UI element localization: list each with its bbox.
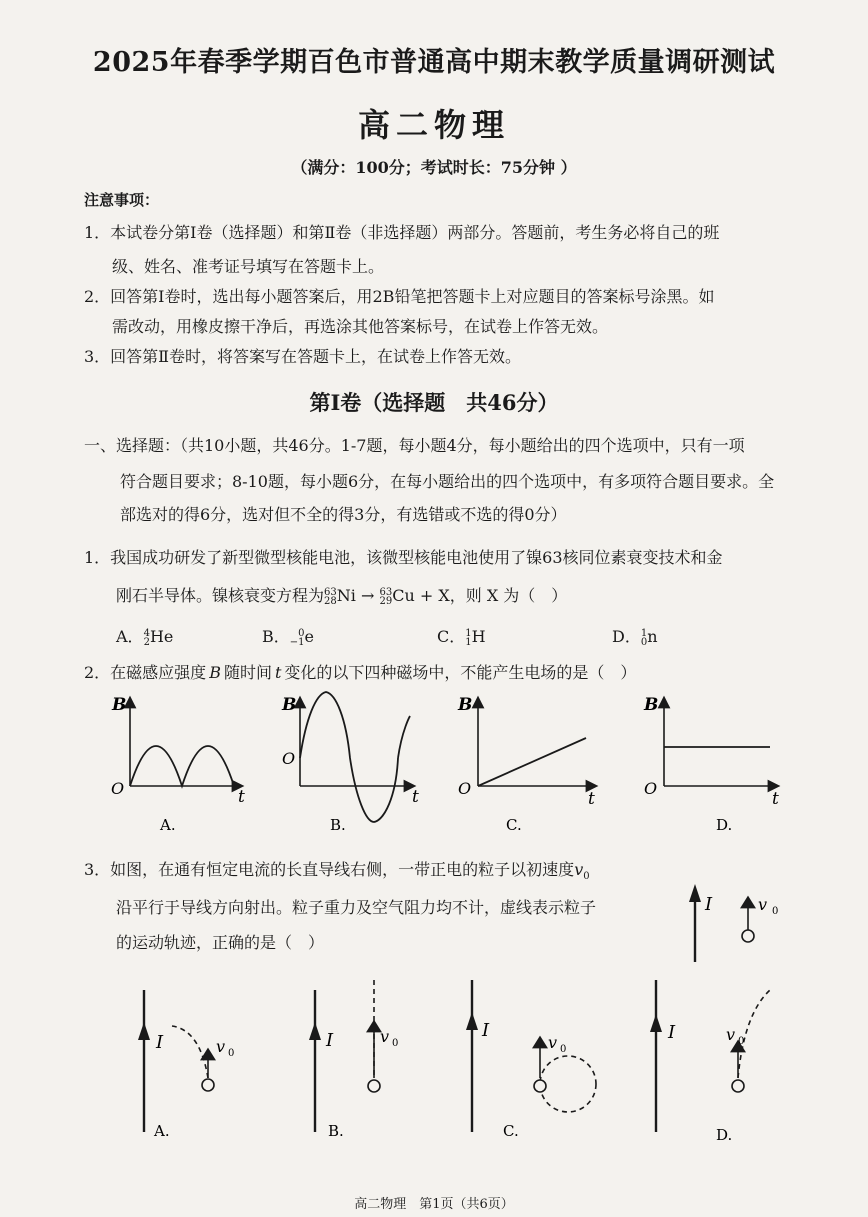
instructions-line-3: 部选对的得6分，选对但不全的得3分，有选错或不选的得0分）	[120, 505, 567, 524]
linear-line	[478, 738, 586, 786]
current-arrow-icon	[138, 1022, 150, 1040]
trajectory	[738, 990, 770, 1078]
origin-label: O	[111, 779, 125, 798]
axis-label-b: B	[282, 695, 297, 715]
curve-sine-2	[398, 716, 410, 758]
option-symbol: n	[647, 627, 658, 646]
option-label-a: A.	[154, 1122, 170, 1140]
option-label: C．	[437, 627, 466, 646]
cu-mass: 63	[379, 586, 393, 598]
q3-line-3: 的运动轨迹，正确的是（ ）	[116, 933, 325, 952]
option-z: 0	[640, 636, 648, 648]
option-z: 2	[143, 636, 150, 648]
ni-symbol: Ni	[336, 586, 356, 605]
graph-label-b: B.	[330, 816, 346, 834]
note-line-5: 3．回答第Ⅱ卷时，将答案写在答题卡上，在试卷上作答无效。	[84, 347, 522, 366]
velocity-label: v	[548, 1033, 558, 1052]
velocity-label: v	[758, 895, 768, 914]
current-label: I	[326, 1030, 334, 1051]
cu-z: 29	[379, 595, 393, 607]
graph-a[interactable]	[111, 695, 245, 834]
option-mass: 4	[143, 627, 150, 639]
q1-line-2	[116, 583, 567, 606]
option-symbol: H	[471, 627, 486, 646]
axis-label-t: t	[772, 789, 779, 809]
trajectory	[540, 1056, 596, 1112]
origin-label: O	[644, 779, 658, 798]
q2-stem-c: 变化的以下四种磁场中，不能产生电场的是（ ）	[284, 663, 637, 682]
q2-var-t: t	[274, 663, 282, 682]
axis-label-t: t	[412, 787, 419, 807]
graph-c[interactable]	[457, 695, 595, 834]
section-heading: 第Ⅰ卷（选择题 共46分）	[309, 390, 559, 415]
axis-label-t: t	[588, 789, 595, 809]
current-arrow-icon	[650, 1014, 662, 1032]
current-label: I	[482, 1020, 490, 1041]
notes-heading: 注意事项：	[84, 191, 160, 209]
q3-figures	[0, 850, 868, 1180]
graph-label-a: A.	[160, 816, 176, 834]
axis-label-t: t	[238, 787, 245, 807]
q2-stem-a: 2．在磁感应强度	[84, 663, 207, 682]
q3-option-c[interactable]	[466, 980, 596, 1140]
note-line-2: 级、姓名、准考证号填写在答题卡上。	[112, 257, 385, 276]
q3-text-1: 3．如图，在通有恒定电流的长直导线右侧，一带正电的粒子以初速度	[84, 860, 575, 879]
q3-v0-sub: 0	[583, 871, 590, 883]
q1-line-1: 1．我国成功研发了新型微型核能电池，该微型核能电池使用了镍63核同位素衰变技术和金	[84, 548, 723, 567]
q2-graphs	[0, 690, 868, 840]
option-z: −1	[289, 636, 305, 648]
axis-label-b: B	[458, 695, 473, 715]
q2-stem	[84, 660, 636, 683]
particle	[742, 930, 754, 942]
q3-line-2: 沿平行于导线方向射出。粒子重力及空气阻力均不计，虚线表示粒子	[116, 898, 597, 917]
q3-reference-figure	[689, 884, 778, 962]
velocity-label-sub: 0	[738, 1036, 745, 1047]
note-line-1: 1．本试卷分第Ⅰ卷（选择题）和第Ⅱ卷（非选择题）两部分。答题前，考生务必将自己的班	[84, 223, 720, 242]
curve-sine-1	[300, 692, 398, 822]
particle	[202, 1079, 214, 1091]
q1-option-d[interactable]	[612, 624, 658, 647]
axis-label-b: B	[112, 695, 127, 715]
q2-stem-b: 随时间	[223, 663, 272, 682]
velocity-label-sub: 0	[228, 1048, 235, 1059]
page-footer: 高二物理 第1页（共6页）	[354, 1197, 514, 1212]
option-mass: 1	[465, 627, 472, 639]
q3-option-d[interactable]	[650, 980, 770, 1144]
current-label: I	[156, 1032, 164, 1053]
q3-v0: v	[574, 860, 584, 879]
q1-text-post: + X，则 X 为（ ）	[419, 586, 568, 605]
current-arrow-icon	[309, 1022, 321, 1040]
option-mass: 0	[298, 627, 305, 639]
q1-option-c[interactable]	[437, 624, 486, 647]
note-line-3: 2．回答第Ⅰ卷时，选出每小题答案后，用2B铅笔把答题卡上对应题目的答案标号涂黑。如	[84, 287, 715, 306]
option-label-c: C.	[503, 1122, 519, 1140]
option-z: 1	[465, 636, 472, 648]
cu-symbol: Cu	[392, 586, 415, 605]
ni-nuclide-scripts	[324, 588, 337, 606]
current-arrow-icon	[689, 884, 701, 902]
q3-option-a[interactable]	[138, 990, 234, 1140]
ni-mass: 63	[324, 586, 337, 598]
option-scripts	[290, 629, 305, 647]
option-label: B．	[262, 627, 290, 646]
current-label: I	[705, 894, 713, 915]
q1-option-a[interactable]	[116, 624, 173, 647]
velocity-label-sub: 0	[772, 906, 779, 917]
velocity-label-sub: 0	[392, 1038, 399, 1049]
particle	[368, 1080, 380, 1092]
score-info: （满分：100分；考试时长：75分钟 ）	[291, 158, 577, 177]
exam-title: 2025年春季学期百色市普通高中期末教学质量调研测试	[92, 47, 776, 78]
current-arrow-icon	[466, 1012, 478, 1030]
curve-rectified-sine	[130, 746, 234, 786]
q2-var-b: B	[209, 663, 221, 682]
axis-label-b: B	[644, 695, 659, 715]
velocity-label: v	[216, 1037, 226, 1056]
option-label-d: D.	[716, 1126, 733, 1144]
option-symbol: He	[149, 627, 174, 646]
trajectory	[172, 1026, 208, 1078]
q1-option-b[interactable]	[262, 624, 314, 647]
option-symbol: e	[304, 627, 314, 646]
instructions-line-2: 符合题目要求；8-10题，每小题6分，在每小题给出的四个选项中，有多项符合题目要求。全	[120, 472, 775, 491]
option-label: A．	[116, 627, 144, 646]
option-label: D．	[612, 627, 641, 646]
graph-label-d: D.	[716, 816, 733, 834]
graph-b[interactable]	[281, 692, 419, 834]
option-mass: 1	[640, 627, 648, 639]
graph-label-c: C.	[506, 816, 522, 834]
ni-z: 28	[324, 595, 337, 607]
q3-option-b[interactable]	[309, 980, 398, 1140]
velocity-label-sub: 0	[560, 1044, 567, 1055]
q1-text-pre: 刚石半导体。镍核衰变方程为	[116, 586, 325, 605]
particle	[732, 1080, 744, 1092]
current-label: I	[668, 1022, 676, 1043]
particle	[534, 1080, 546, 1092]
graph-d[interactable]	[643, 695, 779, 834]
subject-title: 高二物理	[357, 106, 510, 144]
velocity-label: v	[726, 1025, 736, 1044]
instructions-line-1: 一、选择题：（共10小题，共46分。1-7题，每小题4分，每小题给出的四个选项中，只有一项	[84, 436, 745, 455]
note-line-4: 需改动，用橡皮擦干净后，再选涂其他答案标号，在试卷上作答无效。	[112, 317, 609, 336]
cu-nuclide-scripts	[379, 588, 392, 606]
option-label-b: B.	[328, 1122, 344, 1140]
origin-label: O	[282, 749, 296, 768]
decay-arrow: →	[360, 586, 375, 605]
origin-label: O	[458, 779, 472, 798]
velocity-label: v	[380, 1027, 390, 1046]
